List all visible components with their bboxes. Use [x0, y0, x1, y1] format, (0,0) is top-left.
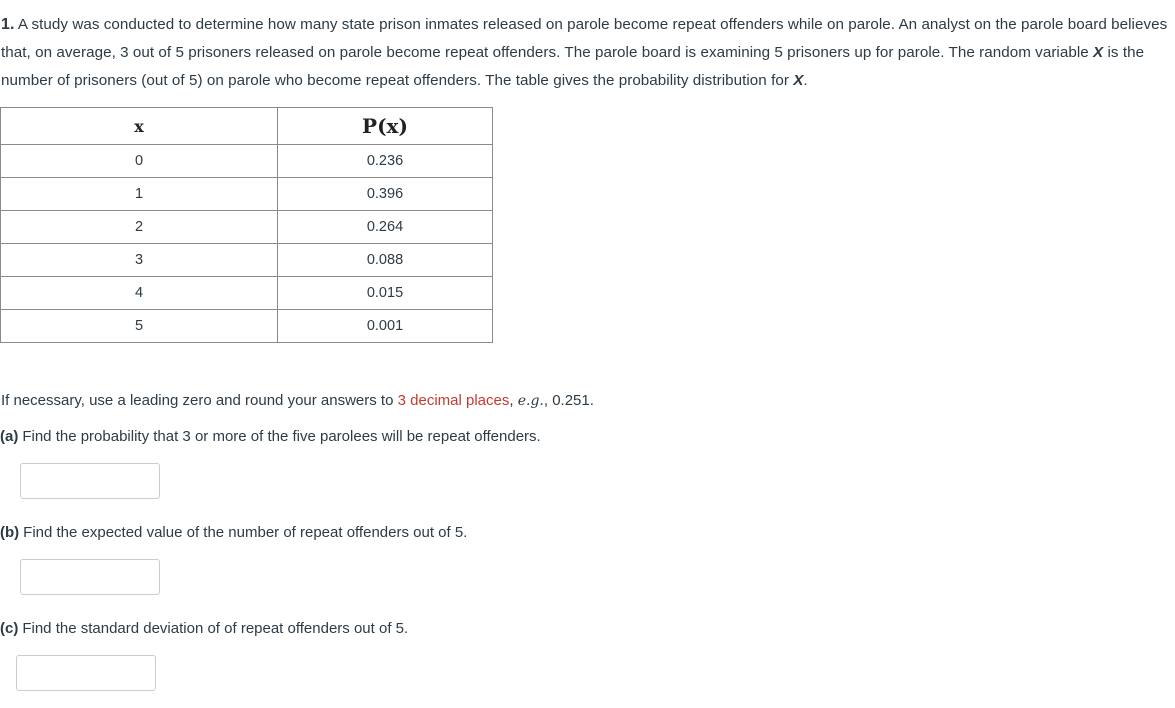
rounding-instructions [1, 392, 594, 409]
part-c-prompt [0, 620, 408, 637]
cell-x: 1 [1, 178, 278, 211]
cell-px: 0.088 [278, 244, 493, 277]
decimal-places-highlight: 3 decimal places [397, 392, 510, 409]
cell-px: 0.001 [278, 310, 493, 343]
probability-distribution-table [0, 107, 493, 343]
part-b-text: Find the expected value of the number of repeat offenders out of 5. [23, 524, 468, 541]
cell-x: 2 [1, 211, 278, 244]
part-c-answer-input[interactable] [16, 655, 156, 691]
part-a-prompt [0, 428, 541, 445]
cell-px: 0.236 [278, 145, 493, 178]
question-text [1, 11, 1169, 95]
part-c-label: (c) [0, 620, 19, 637]
part-a-text: Find the probability that 3 or more of the five parolees will be repeat offenders. [22, 428, 541, 445]
random-variable-x-2: X [793, 72, 804, 89]
cell-x: 4 [1, 277, 278, 310]
instructions-eg: e.g. [517, 393, 544, 409]
instructions-middle: , [509, 392, 518, 409]
question-text-part2: is the number of prisoners (out of 5) on parole who become repeat offenders. The table gives the probability distribution for [1, 44, 1145, 89]
question-text-part3: . [803, 72, 808, 89]
table-row [1, 145, 493, 178]
header-px: P(x) [278, 108, 493, 145]
part-c-text: Find the standard deviation of of repeat offenders out of 5. [22, 620, 409, 637]
part-a-answer-input[interactable] [20, 463, 160, 499]
cell-x: 5 [1, 310, 278, 343]
cell-px: 0.264 [278, 211, 493, 244]
table-row [1, 178, 493, 211]
table-row [1, 244, 493, 277]
cell-px: 0.015 [278, 277, 493, 310]
part-b-label: (b) [0, 524, 20, 541]
random-variable-x: X [1093, 44, 1104, 61]
instructions-prefix: If necessary, use a leading zero and round your answers to [1, 392, 398, 409]
header-x: x [1, 108, 278, 145]
cell-x: 3 [1, 244, 278, 277]
instructions-suffix: , 0.251. [543, 392, 594, 409]
part-a-label: (a) [0, 428, 19, 445]
table-row [1, 277, 493, 310]
table-row [1, 310, 493, 343]
question-number: 1. [1, 16, 15, 33]
table-header-row [1, 108, 493, 145]
part-b-answer-input[interactable] [20, 559, 160, 595]
cell-px: 0.396 [278, 178, 493, 211]
question-text-part1: A study was conducted to determine how many state prison inmates released on parole become repeat offenders while on parole. An analyst on the parole board believes that, on average, 3 out of 5 prisoners released on parole become repeat offenders. The parole board is examining 5 prisoners up for parole. The random variable [1, 16, 1168, 61]
cell-x: 0 [1, 145, 278, 178]
part-b-prompt [0, 524, 467, 541]
table-row [1, 211, 493, 244]
